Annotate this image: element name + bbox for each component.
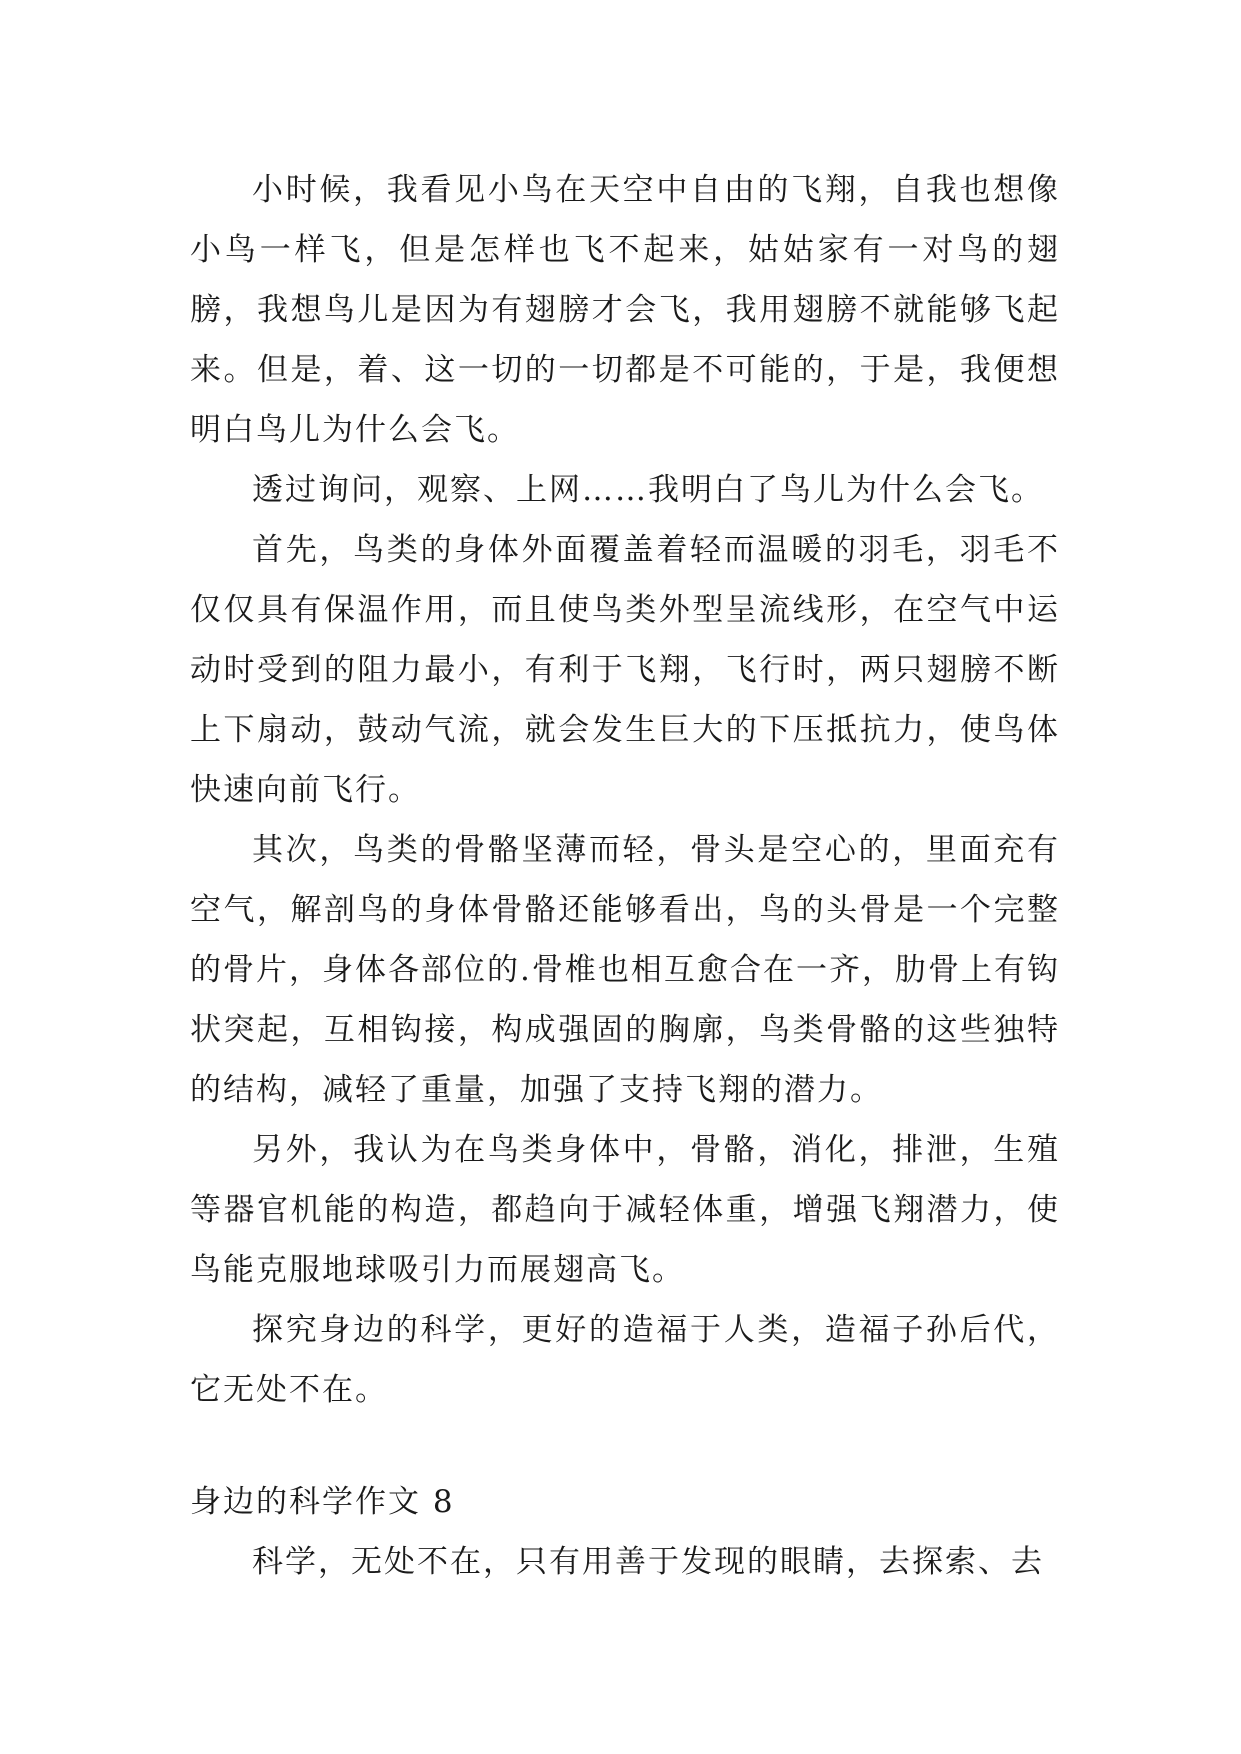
paragraph-1: 小时候，我看见小鸟在天空中自由的飞翔，自我也想像小鸟一样飞，但是怎样也飞不起来，姑姑家有一对鸟的翅膀，我想鸟儿是因为有翅膀才会飞，我用翅膀不就能够飞起来。但是，着、这一切的一切都是不可能的，于是，我便想明白鸟儿为什么会飞。 [190, 172, 1060, 448]
document-body [190, 160, 1060, 1592]
paragraph-4: 其次，鸟类的骨骼坚薄而轻，骨头是空心的，里面充有空气，解剖鸟的身体骨骼还能够看出，鸟的头骨是一个完整的骨片，身体各部位的.骨椎也相互愈合在一齐，肋骨上有钩状突起，互相钩接，构成强固的胸廓，鸟类骨骼的这些独特的结构，减轻了重量，加强了支持飞翔的潜力。 [190, 832, 1060, 1108]
paragraph-6: 探究身边的科学，更好的造福于人类，造福子孙后代，它无处不在。 [190, 1312, 1060, 1408]
paragraph-7: 科学，无处不在，只有用善于发现的眼睛，去探索、去 [252, 1544, 1044, 1580]
paragraph-5: 另外，我认为在鸟类身体中，骨骼，消化，排泄，生殖等器官机能的构造，都趋向于减轻体重，增强飞翔潜力，使鸟能克服地球吸引力而展翅高飞。 [190, 1132, 1060, 1288]
section-heading: 身边的科学作文 8 [190, 1484, 455, 1520]
paragraph-3: 首先，鸟类的身体外面覆盖着轻而温暖的羽毛，羽毛不仅仅具有保温作用，而且使鸟类外型呈流线形，在空气中运动时受到的阻力最小，有利于飞翔，飞行时，两只翅膀不断上下扇动，鼓动气流，就会发生巨大的下压抵抗力，使鸟体快速向前飞行。 [190, 532, 1060, 808]
paragraph-2: 透过询问，观察、上网……我明白了鸟儿为什么会飞。 [252, 472, 1044, 508]
